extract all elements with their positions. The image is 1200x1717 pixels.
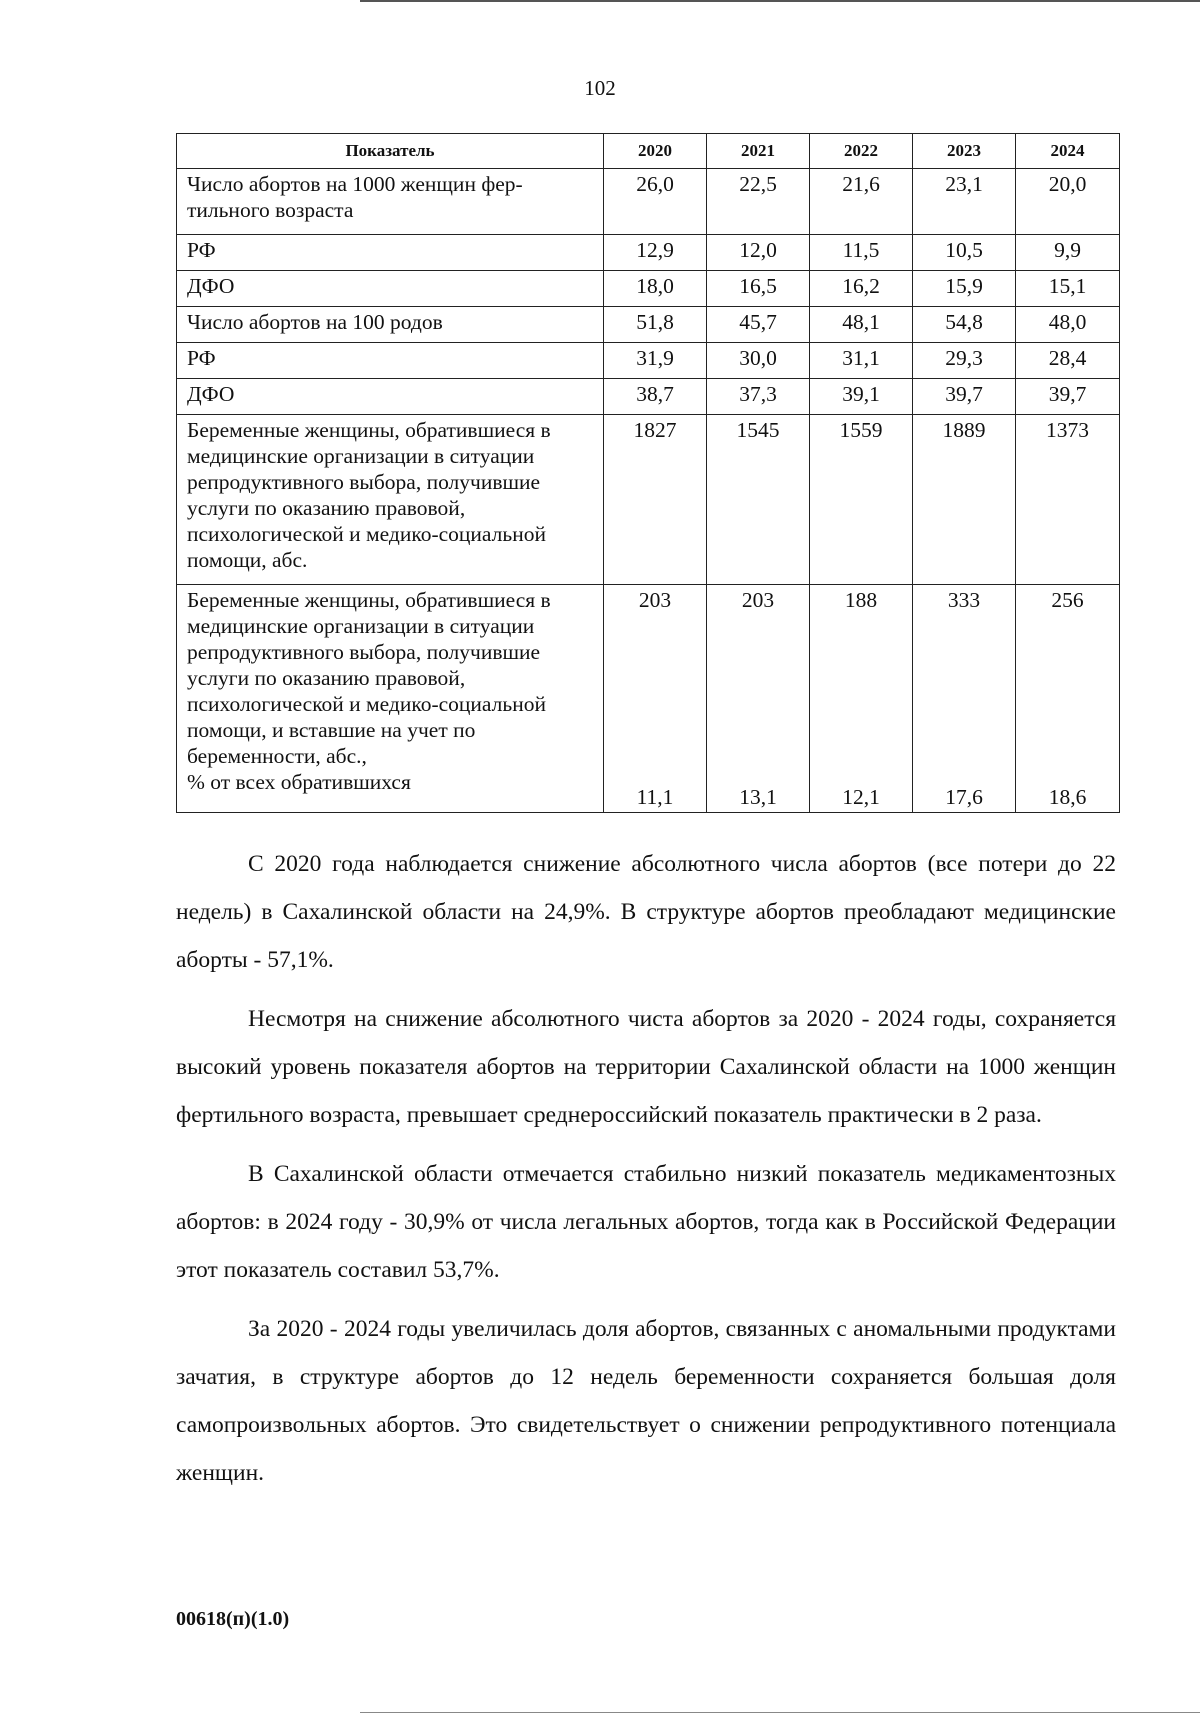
cell-value: 1559 <box>810 415 913 585</box>
row-label: ДФО <box>177 271 604 307</box>
cell-value: 20,0 <box>1016 169 1120 235</box>
cell-value: 22,5 <box>707 169 810 235</box>
cell-value: 11,5 <box>810 235 913 271</box>
table-row <box>177 415 1120 585</box>
table-row <box>177 169 1120 235</box>
scan-edge-line <box>360 1712 1200 1713</box>
cell-value: 9,9 <box>1016 235 1120 271</box>
cell-value: 48,1 <box>810 307 913 343</box>
cell-value: 15,9 <box>913 271 1016 307</box>
cell-value: 1545 <box>707 415 810 585</box>
cell-value: 16,2 <box>810 271 913 307</box>
scan-edge-line <box>360 0 1200 2</box>
cell-value: 51,8 <box>604 307 707 343</box>
header-year-2021: 2021 <box>707 134 810 169</box>
header-year-2023: 2023 <box>913 134 1016 169</box>
absolute-value: 333 <box>947 588 981 612</box>
cell-value: 30,0 <box>707 343 810 379</box>
absolute-value: 188 <box>844 588 878 612</box>
cell-value: 1889 <box>913 415 1016 585</box>
row-label: ДФО <box>177 379 604 415</box>
table-row <box>177 307 1120 343</box>
row-label: РФ <box>177 343 604 379</box>
cell-value: 37,3 <box>707 379 810 415</box>
row-label: Число абортов на 100 родов <box>177 307 604 343</box>
percent-value: 12,1 <box>842 785 880 809</box>
cell-value: 18,0 <box>604 271 707 307</box>
absolute-value: 256 <box>1051 588 1084 612</box>
cell-value: 48,0 <box>1016 307 1120 343</box>
cell-value: 23,1 <box>913 169 1016 235</box>
cell-value: 31,1 <box>810 343 913 379</box>
cell-value: 31,9 <box>604 343 707 379</box>
row-label: РФ <box>177 235 604 271</box>
header-indicator: Показатель <box>177 134 604 169</box>
absolute-value: 203 <box>741 588 775 612</box>
absolute-value: 203 <box>638 588 672 612</box>
cell-value: 12,0 <box>707 235 810 271</box>
paragraph: С 2020 года наблюдается снижение абсолютного числа абортов (все потери до 22 недель) в Сахалинской области на 24,9%. В структуре абортов преобладают медицинские аборты - 57,1%. <box>176 851 1116 973</box>
table-row <box>177 235 1120 271</box>
cell-value: 54,8 <box>913 307 1016 343</box>
cell-value: 10,5 <box>913 235 1016 271</box>
cell-value <box>810 585 913 813</box>
paragraph: За 2020 - 2024 годы увеличилась доля абортов, связанных с аномальными продуктами зачатия, в структуре абортов до 12 недель беременности сохраняется большая доля самопроизвольных абортов. Это свидетельствует о снижении репродуктивного потенциала женщин. <box>176 1316 1116 1486</box>
page-number: 102 <box>584 76 616 100</box>
percent-value: 17,6 <box>945 785 983 809</box>
header-year-2020: 2020 <box>604 134 707 169</box>
statistics-table <box>176 133 1120 813</box>
row-label: Беременные женщины, обратившиеся в медицинские организации в ситуации репродуктивного выбора, получившие услуги по оказанию правовой, психологической и медико-социальной помощи, абс. <box>177 415 604 585</box>
paragraph: Несмотря на снижение абсолютного чиста абортов за 2020 - 2024 годы, сохраняется высокий уровень показателя абортов на территории Сахалинской области на 1000 женщин фертильного возраста, превышает среднероссийский показатель практически в 2 раза. <box>176 1006 1116 1128</box>
cell-value: 45,7 <box>707 307 810 343</box>
percent-value: 13,1 <box>739 785 777 809</box>
table-header-row <box>177 134 1120 169</box>
cell-value <box>707 585 810 813</box>
cell-value: 39,7 <box>1016 379 1120 415</box>
cell-value: 21,6 <box>810 169 913 235</box>
table-row <box>177 343 1120 379</box>
percent-value: 18,6 <box>1048 785 1087 809</box>
table-row <box>177 271 1120 307</box>
cell-value <box>1016 585 1120 813</box>
header-year-2024: 2024 <box>1016 134 1120 169</box>
cell-value: 28,4 <box>1016 343 1120 379</box>
cell-value: 39,1 <box>810 379 913 415</box>
cell-value <box>604 585 707 813</box>
cell-value <box>913 585 1016 813</box>
paragraph: В Сахалинской области отмечается стабильно низкий показатель медикаментозных абортов: в 2024 году - 30,9% от числа легальных абортов, тогда как в Российской Федерации этот показатель составил 53,7%. <box>176 1161 1116 1283</box>
cell-value: 1827 <box>604 415 707 585</box>
cell-value: 16,5 <box>707 271 810 307</box>
document-code: 00618(п)(1.0) <box>176 1608 290 1630</box>
cell-value: 15,1 <box>1016 271 1120 307</box>
table-row <box>177 585 1120 813</box>
row-label: Число абортов на 1000 женщин фер-тильного возраста <box>177 169 604 235</box>
cell-value: 29,3 <box>913 343 1016 379</box>
percent-value: 11,1 <box>636 785 674 809</box>
body-text <box>176 840 1116 1508</box>
cell-value: 38,7 <box>604 379 707 415</box>
row-label <box>177 585 604 813</box>
cell-value: 1373 <box>1016 415 1120 585</box>
row-label-main: Беременные женщины, обратившиеся в медицинские организации в ситуации репродуктивного выбора, получившие услуги по оказанию правовой, психологической и медико-социальной помощи, и вставшие на учет по беременности, абс., <box>187 588 551 768</box>
header-year-2022: 2022 <box>810 134 913 169</box>
cell-value: 26,0 <box>604 169 707 235</box>
row-label-percent: % от всех обратившихся <box>187 770 411 794</box>
cell-value: 12,9 <box>604 235 707 271</box>
table-row <box>177 379 1120 415</box>
cell-value: 39,7 <box>913 379 1016 415</box>
